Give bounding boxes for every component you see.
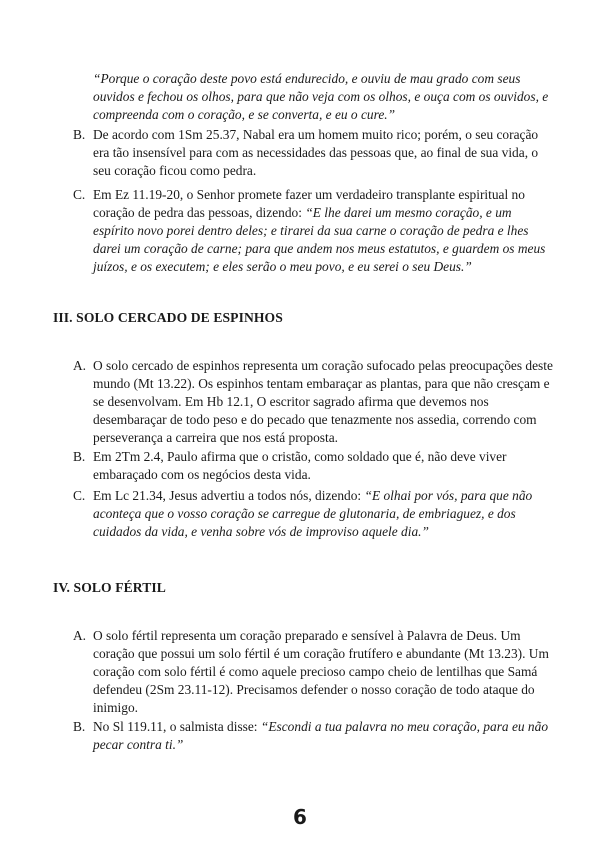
item-text: No Sl 119.11, o salmista disse: — [93, 719, 261, 734]
item-text: O solo fértil representa um coração preparado e sensível à Palavra de Deus. Um coração que possui um solo fértil é um coração frutífero e abundante (Mt 13.23). Um coração com solo fértil é como aquele precioso campo cheio de lentilhas que Samá defendeu (2Sm 23.11-12). Precisamos defender o nosso coração de todo ataque do inimigo. — [93, 628, 549, 715]
list-item-a — [73, 357, 555, 447]
item-quote: “E olhai por vós, para que não aconteça que o vosso coração se carregue de glutonaria, de embriaguez, e dos cuidados da vida, e venha sobre vós de improviso aquele dia.” — [93, 488, 533, 539]
scripture-quote: “Porque o coração deste povo está endurecido, e ouviu de mau grado com seus ouvidos e fechou os olhos, para que não veja com os olhos, e ouça com os ouvidos, e compreenda com o coração, e se converta, e eu o cure.” — [93, 71, 549, 122]
list-item-b — [73, 718, 555, 754]
page-number: 6 — [293, 805, 307, 829]
list-item-a — [73, 627, 555, 717]
item-text: O solo cercado de espinhos representa um coração sufocado pelas preocupações deste mundo (Mt 13.22). Os espinhos tentam embaraçar as plantas, para que não cresçam e se desenvolvam. Em Hb 12.1, O escritor sagrado afirma que devemos nos desembaraçar de todo peso e do pecado que tenazmente nos assedia, correndo com perseverança a carreira que nos está proposta. — [93, 358, 553, 445]
item-letter: B. — [73, 449, 86, 464]
item-letter: C. — [73, 187, 86, 202]
item-quote: “Escondi a tua palavra no meu coração, para eu não pecar contra ti.” — [93, 719, 549, 752]
list-item-b — [73, 448, 555, 484]
list-item-c — [73, 487, 555, 541]
item-text: Em 2Tm 2.4, Paulo afirma que o cristão, como soldado que é, não deve viver embaraçado com os negócios desta vida. — [93, 449, 507, 482]
list-item-b — [73, 126, 555, 180]
item-letter: B. — [73, 127, 86, 142]
list-item-c — [73, 186, 555, 276]
item-text: Em Ez 11.19-20, o Senhor promete fazer um verdadeiro transplante espiritual no coração de pedra das pessoas, dizendo: — [93, 187, 525, 220]
item-letter: B. — [73, 719, 86, 734]
item-text: Em Lc 21.34, Jesus advertiu a todos nós, dizendo: — [93, 488, 365, 503]
item-letter: A. — [73, 358, 87, 373]
section-heading-fertil: IV. SOLO FÉRTIL — [53, 580, 166, 595]
item-letter: A. — [73, 628, 87, 643]
item-quote: “E lhe darei um mesmo coração, e um espírito novo porei dentro deles; e tirarei da sua carne o coração de pedra e lhes darei um coração de carne; para que andem nos meus estatutos, e guardem os meus juízos, e os executem; e eles serão o meu povo, e eu serei o seu Deus.” — [93, 205, 546, 274]
section-heading-espinhos: III. SOLO CERCADO DE ESPINHOS — [53, 310, 283, 325]
item-letter: C. — [73, 488, 86, 503]
item-text: De acordo com 1Sm 25.37, Nabal era um homem muito rico; porém, o seu coração era tão insensível para com as necessidades das pessoas que, ao final de sua vida, o seu coração ficou como pedra. — [93, 127, 539, 178]
